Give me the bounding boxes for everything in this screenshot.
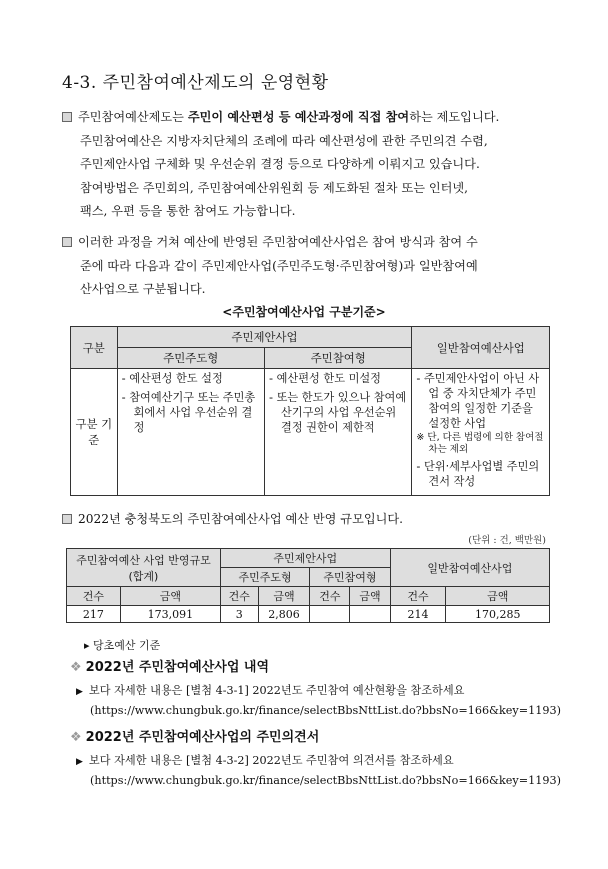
unit-label: (단위 : 건, 백만원) <box>468 535 546 546</box>
general-criteria: - 주민제안사업이 아닌 사업 중 자치단체가 주민참여의 일정한 기준을 설정한 사업 ※ 단, 다른 법령에 의한 참여절차는 제외 - 단위·세부사업별 주민의견서 작성 <box>412 369 550 496</box>
triangle-arrow-icon: ▶ <box>76 757 83 767</box>
section-heading-opinions: ❖ 2022년 주민참여예산사업의 주민의견서 <box>70 730 320 745</box>
led-criteria: - 예산편성 한도 설정 - 참여예산기구 또는 주민총회에서 사업 우선순위 결정 <box>117 369 264 496</box>
header-scale: 주민참여예산 사업 반영규모 (합계) <box>67 549 221 587</box>
square-bullet-icon <box>62 237 72 247</box>
reference-link[interactable]: (https://www.chungbuk.go.kr/finance/selectBbsNttList.do?bbsNo=166&key=1193) <box>90 774 561 787</box>
square-bullet-icon <box>62 112 72 122</box>
header-led: 주민주도형 <box>220 568 309 587</box>
header-category: 구분 <box>71 327 118 369</box>
row-label: 구분 기준 <box>71 369 118 496</box>
triangle-arrow-icon: ▶ <box>76 687 83 697</box>
footnote: ▸ 당초예산 기준 <box>84 639 161 652</box>
header-participation: 주민참여형 <box>310 568 390 587</box>
diamond-icon: ❖ <box>70 660 82 675</box>
budget-paragraph: 2022년 충청북도의 주민참여예산사업 예산 반영 규모입니다. <box>62 508 562 532</box>
section-heading-details: ❖ 2022년 주민참여예산사업 내역 <box>70 660 270 675</box>
header-participation: 주민참여형 <box>265 348 412 369</box>
table-caption: <주민참여예산사업 구분기준> <box>222 305 386 319</box>
intro-paragraph: 주민참여예산제도는 주민이 예산편성 등 예산과정에 직접 참여하는 제도입니다. 주민참여예산은 지방자치단체의 조례에 따라 예산편성에 관한 주민의견 수렴, 주민제안사업 구체화 및 우선순위 결정 등으로 다양하게 이뤄지고 있습니다. 참여방법은 주민회의, 주민참여예산위원회 등 제도화된 절차 또는 인터넷, 팩스, 우편 등을 통한 참여도 가능합니다. <box>62 106 562 224</box>
participation-criteria: - 예산편성 한도 미설정 - 또는 한도가 있으나 참여예산기구의 사업 우선순위 결정 권한이 제한적 <box>265 369 412 496</box>
header-led: 주민주도형 <box>117 348 264 369</box>
header-general: 일반참여예산사업 <box>390 549 549 587</box>
table-row: 217 173,091 3 2,806 214 170,285 <box>67 606 550 623</box>
classification-paragraph: 이러한 과정을 거쳐 예산에 반영된 주민참여예산사업은 참여 방식과 참여 수 준에 따라 다음과 같이 주민제안사업(주민주도형·주민참여형)과 일반참여예 산사업으로 구분됩니다. <box>62 231 562 302</box>
square-bullet-icon <box>62 514 72 524</box>
reference-text: ▶ 보다 자세한 내용은 [별첨 4-3-1] 2022년도 주민참여 예산현황을 참조하세요 <box>76 684 465 697</box>
classification-table <box>70 326 550 496</box>
header-general: 일반참여예산사업 <box>412 327 550 369</box>
budget-table: 주민참여예산 사업 반영규모 (합계) 주민제안사업 일반참여예산사업 주민주도형 주민참여형 건수 금액 건수 금액 건수 금액 건수 금액 217 173,091 3 2,806 214 170,285 <box>66 548 550 623</box>
page-title: 4-3. 주민참여예산제도의 운영현황 <box>62 73 329 93</box>
reference-text: ▶ 보다 자세한 내용은 [별첨 4-3-2] 2022년도 주민참여 의견서를 참조하세요 <box>76 754 454 767</box>
emphasis-text: 주민이 예산편성 등 예산과정에 직접 참여 <box>187 110 410 124</box>
header-proposal: 주민제안사업 <box>117 327 412 348</box>
diamond-icon: ❖ <box>70 730 82 745</box>
reference-link[interactable]: (https://www.chungbuk.go.kr/finance/selectBbsNttList.do?bbsNo=166&key=1193) <box>90 704 561 717</box>
header-proposal: 주민제안사업 <box>220 549 390 568</box>
